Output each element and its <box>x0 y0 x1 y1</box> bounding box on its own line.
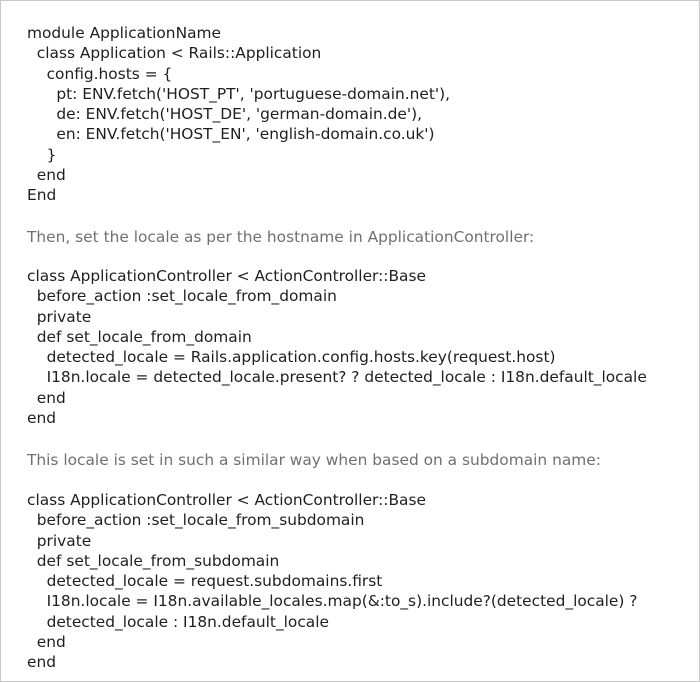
code-line: detected_locale = Rails.application.config.hosts.key(request.host) <box>27 348 556 367</box>
code-line: end <box>27 633 66 652</box>
code-line: I18n.locale = I18n.available_locales.map(&:to_s).include?(detected_locale) ? <box>27 592 638 611</box>
code-line: config.hosts = { <box>27 64 173 83</box>
code-line: private <box>27 307 92 326</box>
code-block-locale-from-domain <box>27 266 647 428</box>
code-line: class Application < Rails::Application <box>27 44 322 63</box>
prose-paragraph: This locale is set in such a similar way when based on a subdomain name: <box>27 451 601 469</box>
code-line: detected_locale = request.subdomains.first <box>27 572 383 591</box>
prose-paragraph: Then, set the locale as per the hostname in ApplicationController: <box>27 228 535 246</box>
code-line: def set_locale_from_domain <box>27 327 252 346</box>
code-block-locale-from-subdomain <box>27 490 637 673</box>
code-line: before_action :set_locale_from_subdomain <box>27 511 365 530</box>
code-line: before_action :set_locale_from_domain <box>27 287 337 306</box>
code-line: end <box>27 166 66 185</box>
code-line: module ApplicationName <box>27 24 221 42</box>
code-line: end <box>27 653 56 672</box>
code-line: detected_locale : I18n.default_locale <box>27 612 329 631</box>
code-line: private <box>27 531 92 550</box>
code-line: } <box>27 145 57 164</box>
code-line: End <box>27 186 57 205</box>
code-line: end <box>27 388 66 407</box>
code-line: en: ENV.fetch('HOST_EN', 'english-domain.co.uk') <box>27 125 435 144</box>
code-line: class ApplicationController < ActionController::Base <box>27 491 426 509</box>
code-line: class ApplicationController < ActionController::Base <box>27 267 426 285</box>
code-line: I18n.locale = detected_locale.present? ? detected_locale : I18n.default_locale <box>27 368 647 387</box>
code-line: pt: ENV.fetch('HOST_PT', 'portuguese-domain.net'), <box>27 84 451 103</box>
code-block-config-hosts <box>27 23 450 206</box>
code-line: de: ENV.fetch('HOST_DE', 'german-domain.de'), <box>27 105 423 124</box>
code-line: end <box>27 409 56 428</box>
code-line: def set_locale_from_subdomain <box>27 551 280 570</box>
